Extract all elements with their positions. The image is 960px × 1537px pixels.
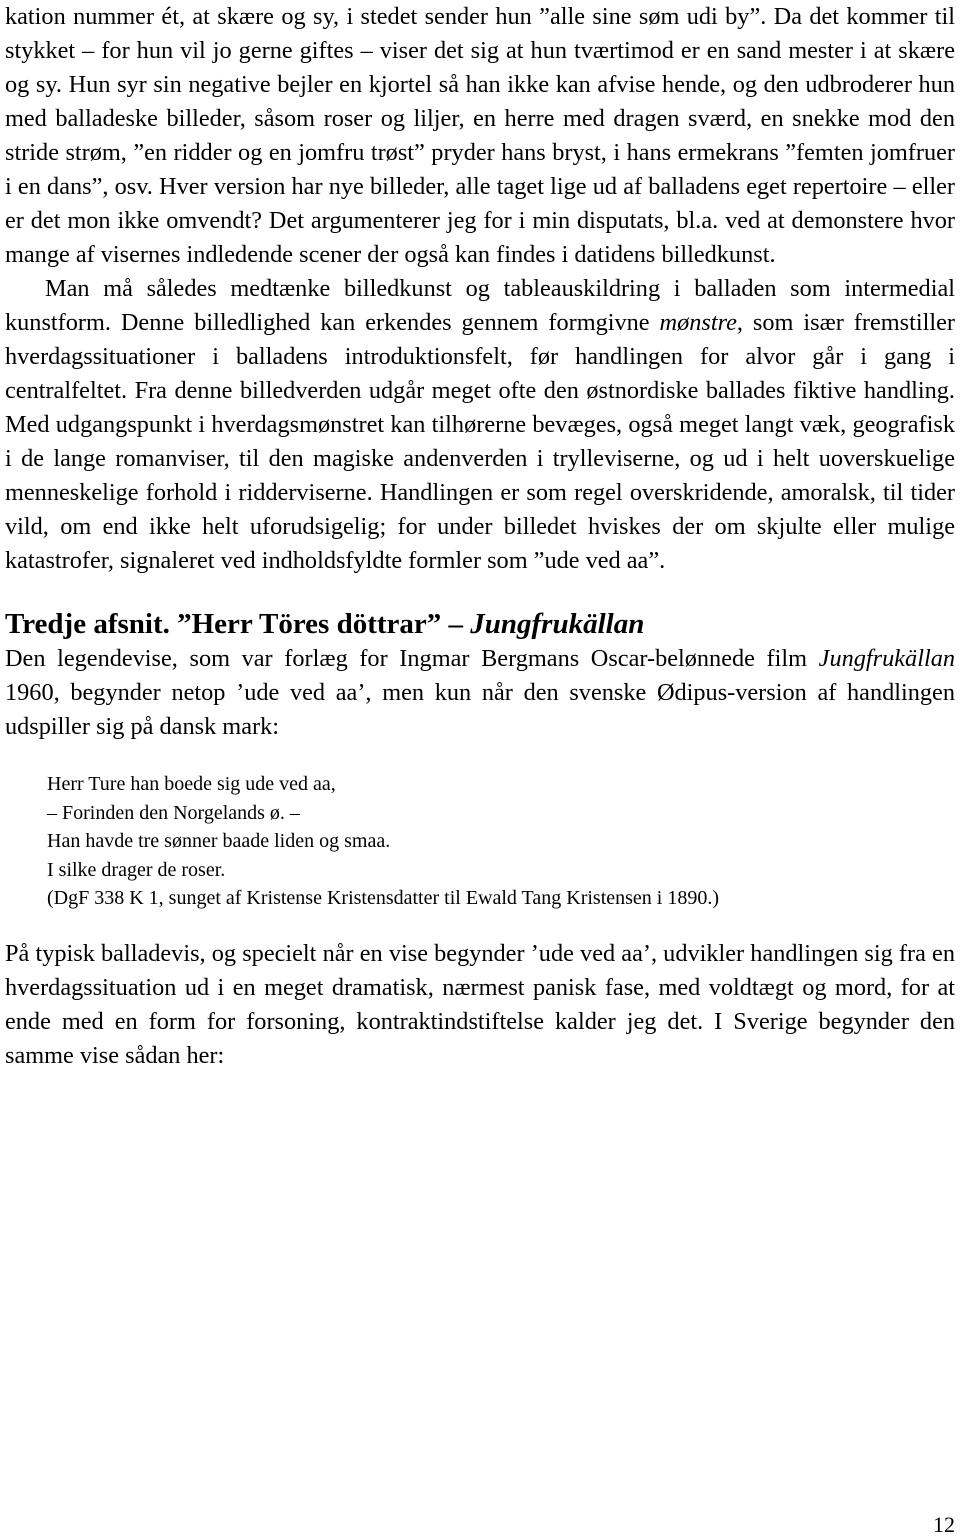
page-number: 12: [933, 1512, 955, 1537]
body-paragraph-2: [5, 272, 955, 578]
quote-line: – Forinden den Norgelands ø. –: [47, 801, 300, 824]
section-heading-text: Tredje afsnit. ”Herr Töres döttrar” –: [5, 608, 471, 640]
quote-line: I silke drager de roser.: [47, 858, 226, 881]
paragraph-2-text-a: Man må således medtænke billedkunst og tableauskildring i balladen som intermedial kunstform. Denne billedlighed kan erkendes gennem formgivne: [5, 275, 955, 336]
paragraph-3-emphasis: Jungfrukällan: [818, 645, 955, 672]
body-paragraph-4: På typisk balladevis, og specielt når en vise begynder ’ude ved aa’, udvikler handlingen sig fra en hverdagssituation ud i en meget dramatisk, nærmest panisk fase, med voldtægt og mord, for at ende med en form for forsoning, kontraktindstiftelse kalder jeg det. I Sverige begynder den samme vise sådan her:: [5, 939, 955, 1069]
body-paragraph-3: [5, 642, 955, 744]
section-heading-title: Jungfrukällan: [470, 608, 645, 640]
quote-citation: (DgF 338 K 1, sunget af Kristense Kristensdatter til Ewald Tang Kristensen i 1890.): [47, 887, 720, 909]
quote-line: Herr Ture han boede sig ude ved aa,: [47, 773, 336, 795]
paragraph-2-text-b: , som især fremstiller hverdagssituationer i balladens introduktionsfelt, før handlingen for alvor går i gang i centralfeltet. Fra denne billedverden udgår meget ofte den østnordiske ballades fiktive handling. Med udgangspunkt i hverdagsmønstret kan tilhørerne bevæges, også meget langt væk, geografisk i de lange romanviser, til den magiske andenverden i trylleviserne, og ud i helt uoverskuelige menneskelige forhold i ridderviserne. Handlingen er som regel overskridende, amoralsk, til tider vild, om end ikke helt uforudsigelig; for under billedet hviskes der om skjulte eller mulige katastrofer, signaleret ved indholdsfyldte formler som ”ude ved aa”.: [5, 309, 956, 574]
paragraph-3-text-b: 1960, begynder netop ’ude ved aa’, men kun når den svenske Ødipus-version af handlingen udspiller sig på dansk mark:: [5, 679, 955, 740]
quote-line: Han havde tre sønner baade liden og smaa.: [47, 830, 391, 852]
section-heading: [5, 606, 955, 642]
paragraph-3-text-a: Den legendevise, som var forlæg for Ingmar Bergmans Oscar-belønnede film: [5, 645, 819, 672]
paragraph-2-emphasis: mønstre: [659, 309, 737, 336]
document-page: [5, 0, 955, 1073]
body-paragraph-1: kation nummer ét, at skære og sy, i stedet sender hun ”alle sine søm udi by”. Da det kommer til stykket – for hun vil jo gerne giftes – viser det sig at hun tværtimod er en sand mester i at skære og sy. Hun syr sin negative bejler en kjortel så han ikke kan afvise hende, og den udbroderer hun med balladeske billeder, såsom roser og liljer, en herre med dragen sværd, en snekke mod den stride strøm, ”en ridder og en jomfru trøst” pryder hans bryst, i hans ermekrans ”femten jomfruer i en dans”, osv. Hver version har nye billeder, alle taget lige ud af balladens eget repertoire – eller er det mon ikke omvendt? Det argumenterer jeg for i min disputats, bl.a. ved at demonstere hvor mange af visernes indledende scener der også kan findes i datidens billedkunst.: [5, 3, 955, 268]
ballad-quote: [47, 770, 955, 913]
